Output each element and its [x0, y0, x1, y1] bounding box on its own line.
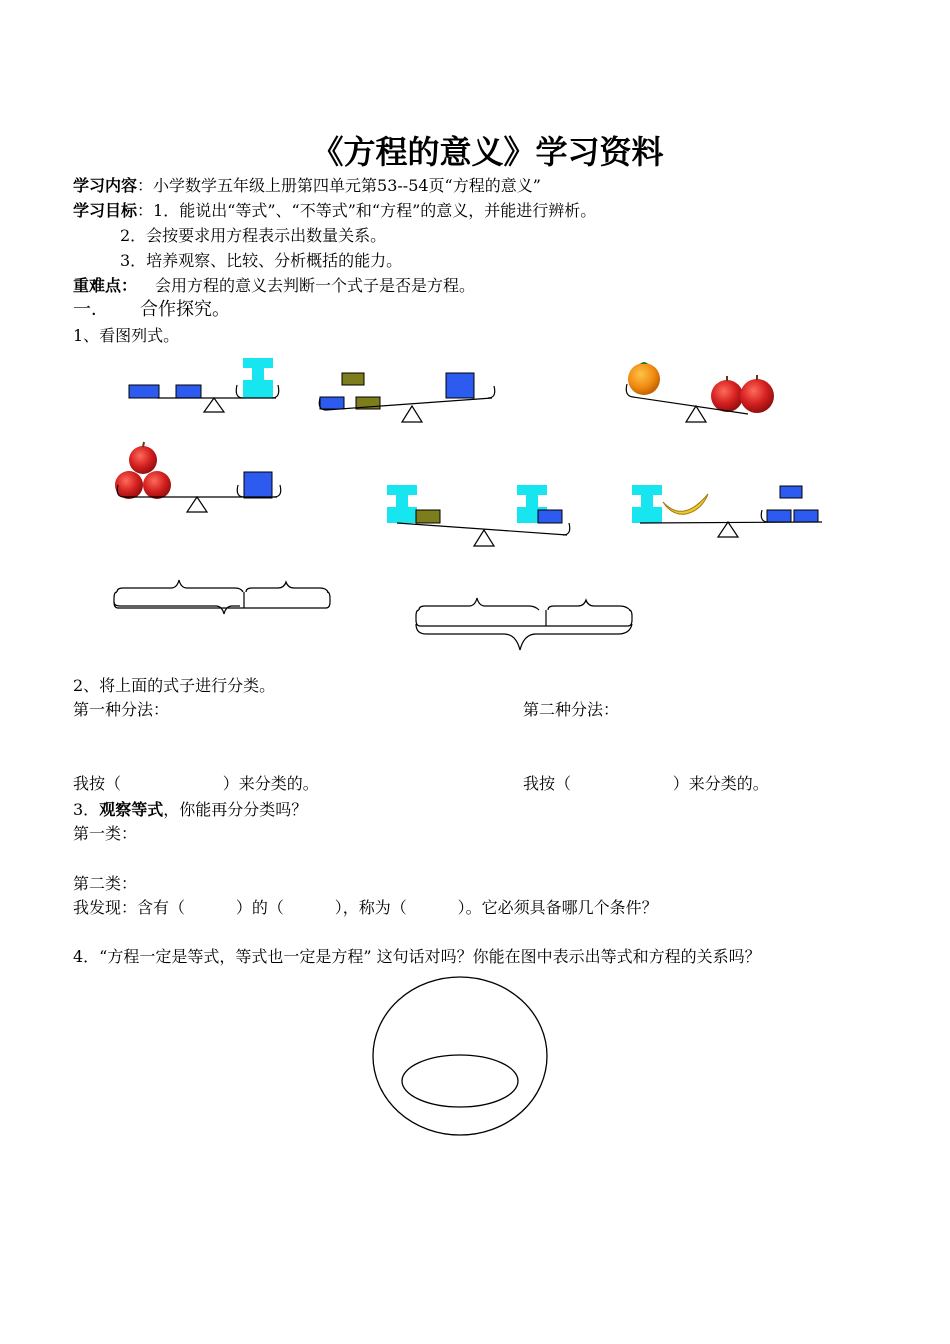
page-title: 《方程的意义》学习资料: [311, 133, 664, 171]
method-1-basis: 我按（ ）来分类的。: [73, 774, 319, 793]
question-3-text: ，你能再分分类吗？: [163, 800, 308, 819]
content-label: 学习内容: [73, 176, 138, 195]
method-1-label: 第一种分法：: [73, 700, 170, 719]
goal-item-2: 2．会按要求用方程表示出数量关系。: [120, 226, 387, 245]
question-2-title: 2、将上面的式子进行分类。: [73, 676, 276, 695]
content-text: ：小学数学五年级上册第四单元第53--54页“方程的意义”: [137, 176, 541, 195]
section-1-number: 一．: [73, 299, 109, 320]
key-points-label: 重难点：: [73, 276, 138, 295]
goal-item-1: ：1．能说出“等式”、“不等式”和“方程”的意义，并能进行辨析。: [137, 201, 597, 220]
method-2-basis: 我按（ ）来分类的。: [523, 774, 769, 793]
question-3-emphasis: 观察等式: [99, 800, 164, 819]
outer-set-ellipse: [373, 977, 547, 1135]
method-2-label: 第二种分法：: [523, 700, 620, 719]
discovery-line: 我发现：含有（ ）的（ ），称为（ ）。它必须具备哪几个条件？: [73, 898, 658, 917]
goals-label: 学习目标: [73, 201, 138, 220]
question-4: 4．“方程一定是等式，等式也一定是方程” 这句话对吗？你能在图中表示出等式和方程的关系吗？: [73, 947, 761, 966]
key-points-text: 会用方程的意义去判断一个式子是否是方程。: [155, 276, 476, 295]
category-1-label: 第一类：: [73, 824, 138, 843]
goal-item-3: 3．培养观察、比较、分析概括的能力。: [120, 251, 403, 270]
category-2-label: 第二类：: [73, 874, 138, 893]
section-1-title: 合作探究。: [140, 299, 230, 320]
inner-set-ellipse: [402, 1055, 518, 1107]
question-1: 1、看图列式。: [73, 326, 180, 345]
question-3-number: 3．: [73, 800, 100, 819]
